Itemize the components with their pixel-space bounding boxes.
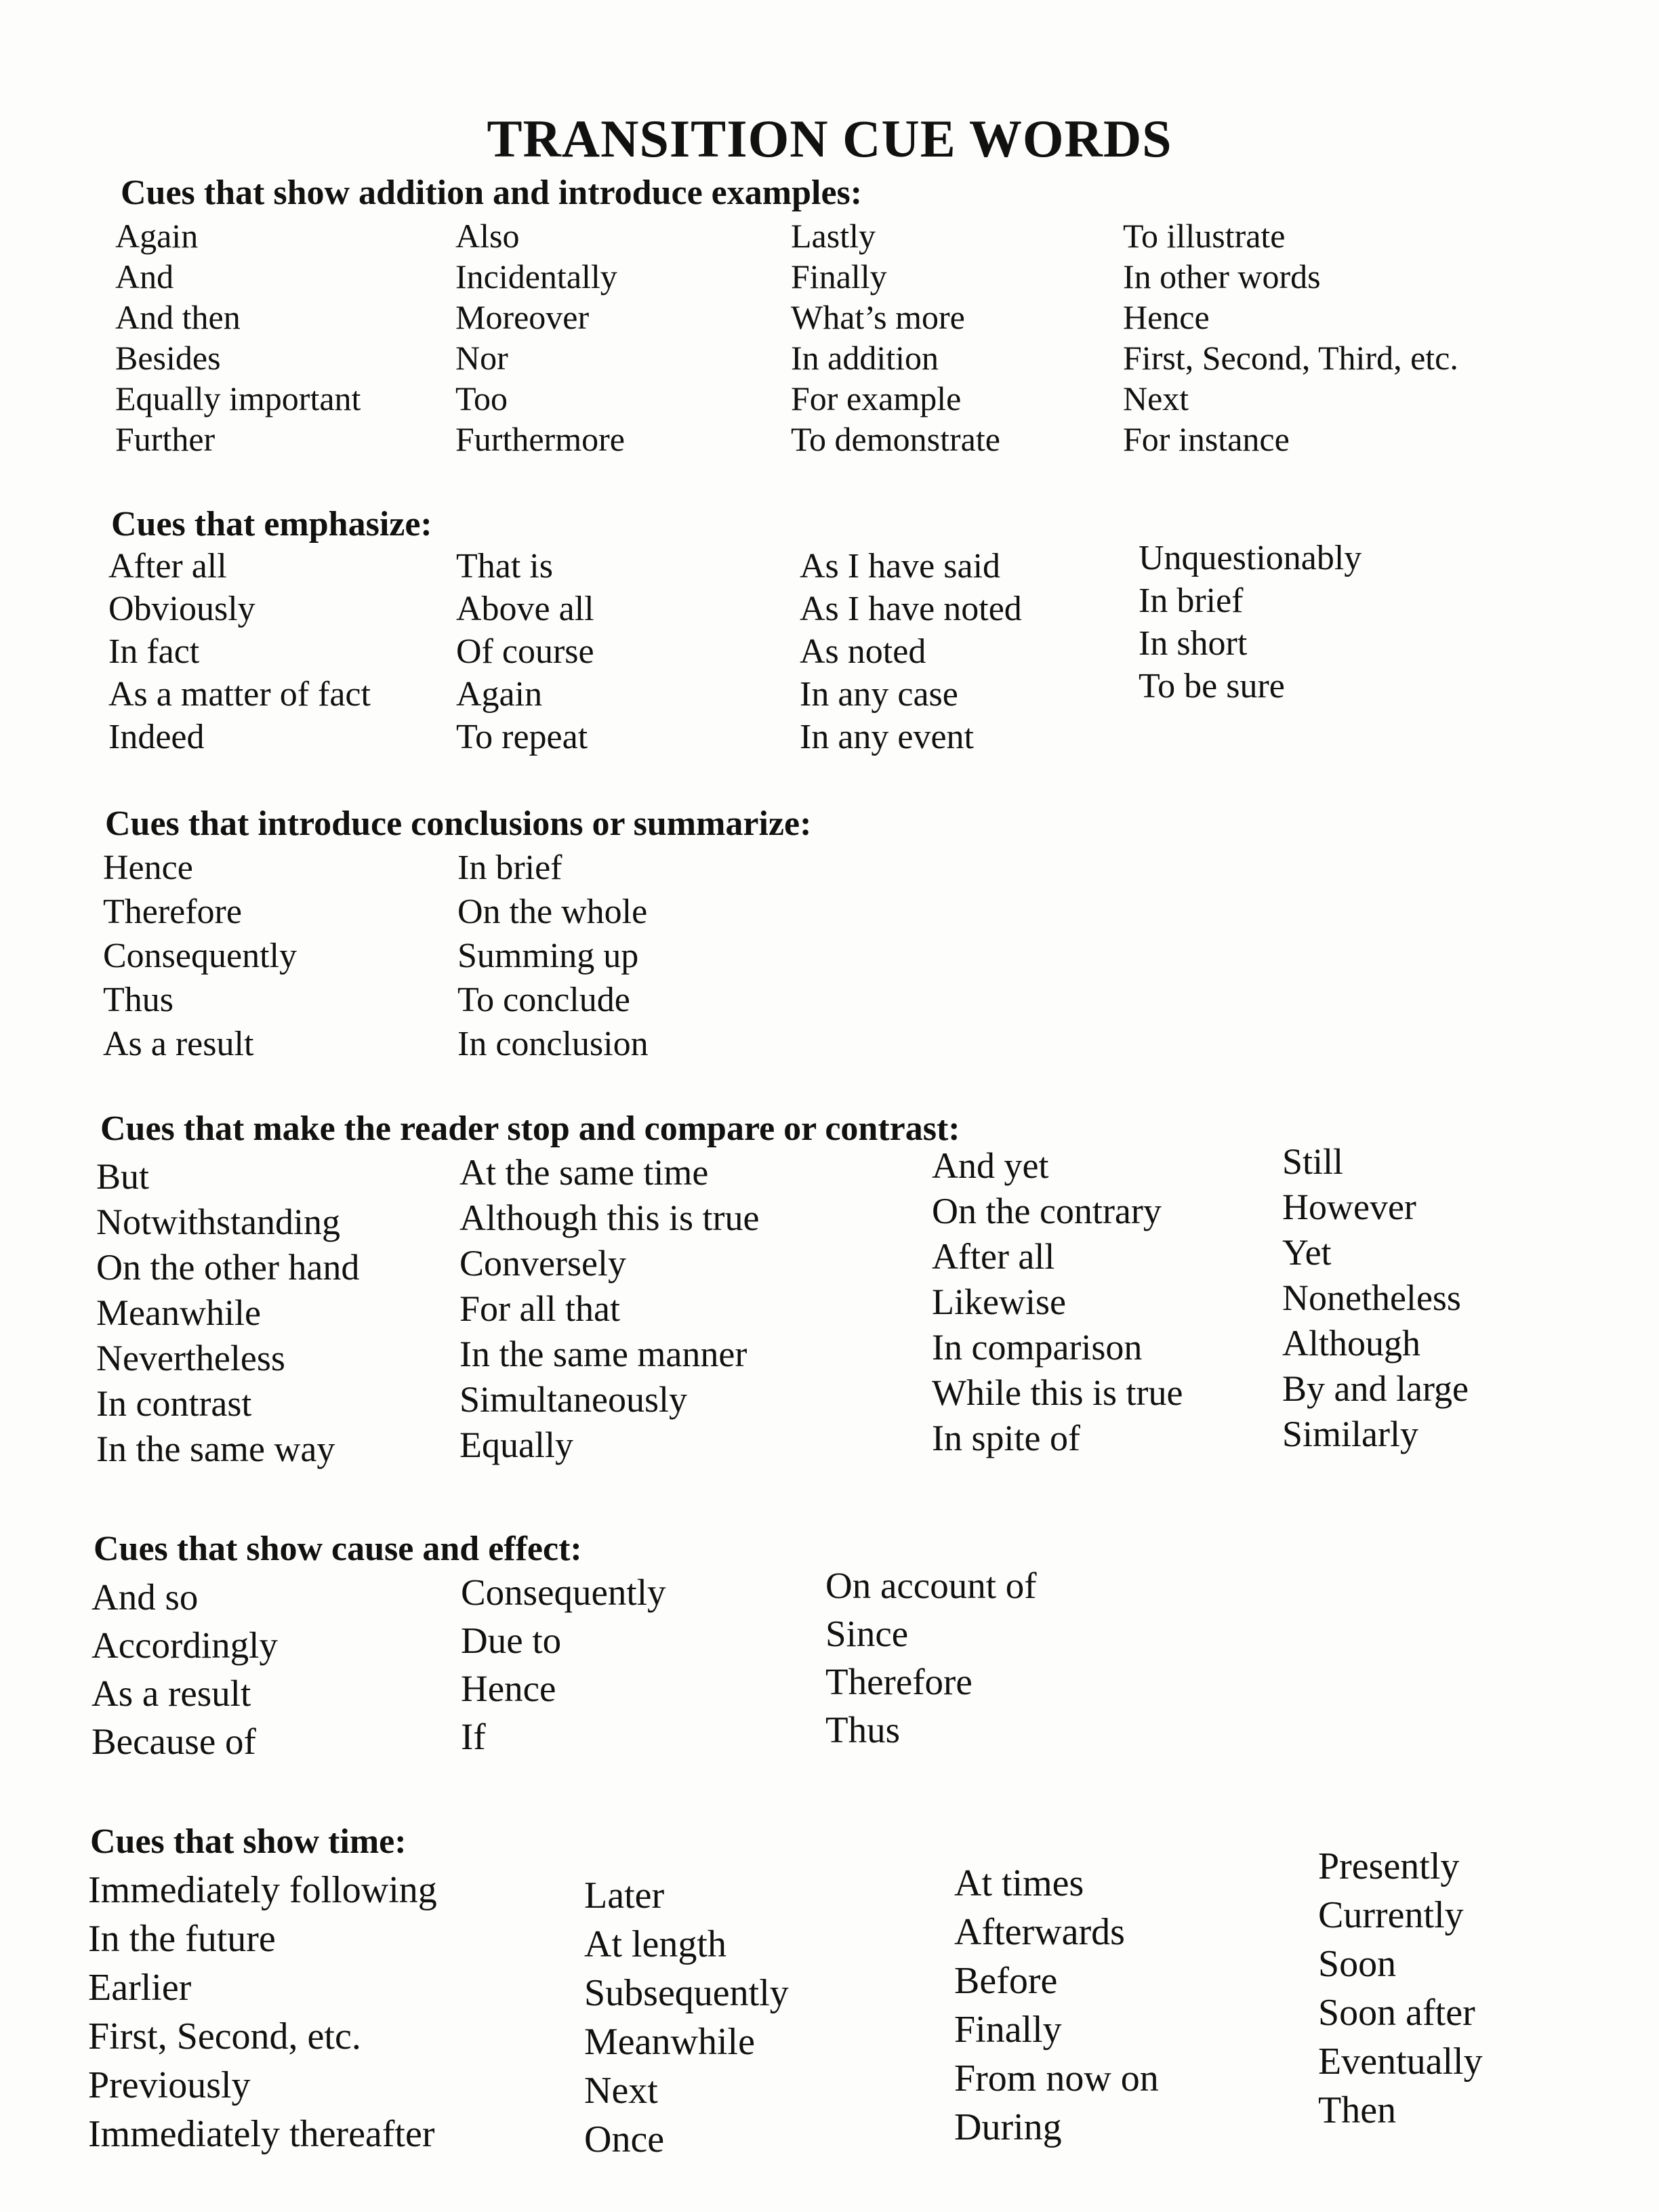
word-column: [88, 1866, 437, 2158]
word-column: [791, 216, 1000, 459]
section-heading: Cues that introduce conclusions or summarize:: [105, 804, 812, 843]
cue-word: Indeed: [108, 718, 205, 756]
cue-word: In other words: [1123, 258, 1321, 295]
word-column: [825, 1561, 1037, 1754]
word-column: [461, 1568, 665, 1761]
cue-word: At times: [954, 1862, 1084, 1904]
cue-word: To repeat: [456, 718, 588, 756]
cue-word: After all: [932, 1236, 1055, 1277]
cue-word: To demonstrate: [791, 420, 1000, 458]
cue-word: If: [461, 1716, 486, 1757]
cue-word: Next: [1123, 380, 1189, 417]
section-heading: Cues that emphasize:: [111, 505, 432, 544]
word-column: [954, 1859, 1159, 2152]
cue-word: For all that: [459, 1288, 620, 1329]
cue-word: In any event: [800, 718, 975, 756]
section-heading: Cues that show addition and introduce examples:: [121, 173, 863, 212]
word-column: [103, 846, 297, 1066]
cue-word: Although: [1282, 1323, 1421, 1364]
cue-word: But: [96, 1156, 150, 1197]
cue-word: That is: [456, 547, 553, 586]
cue-word: Therefore: [825, 1661, 972, 1702]
cue-word: While this is true: [932, 1372, 1183, 1413]
cue-word: However: [1282, 1187, 1416, 1227]
cue-word: Earlier: [88, 1967, 192, 2009]
cue-word: Above all: [456, 590, 594, 628]
page-title: TRANSITION CUE WORDS: [487, 109, 1172, 169]
cue-word: Presently: [1318, 1845, 1460, 1887]
cue-word: In addition: [791, 339, 939, 377]
section-heading: Cues that make the reader stop and compare or contrast:: [100, 1109, 960, 1148]
cue-word: As noted: [800, 632, 926, 671]
cue-word: In the future: [88, 1918, 276, 1960]
cue-word: Too: [455, 380, 508, 417]
cue-word: On the whole: [457, 893, 648, 931]
cue-word: Before: [954, 1960, 1058, 2002]
cue-word: Besides: [115, 339, 221, 377]
cue-word: Soon: [1318, 1943, 1397, 1985]
cue-word: Similarly: [1282, 1414, 1418, 1454]
cue-word: And so: [91, 1576, 199, 1618]
word-column: [1282, 1139, 1469, 1457]
cue-word: Further: [115, 420, 216, 458]
cue-word: From now on: [954, 2057, 1159, 2100]
cue-word: Meanwhile: [96, 1292, 261, 1333]
cue-word: Yet: [1282, 1232, 1332, 1273]
cue-word: In contrast: [96, 1383, 252, 1424]
cue-word: In comparison: [932, 1327, 1143, 1368]
cue-word: Later: [584, 1875, 665, 1917]
cue-word: During: [954, 2106, 1062, 2148]
cue-word: Likewise: [932, 1282, 1066, 1322]
cue-word: As I have said: [800, 547, 1001, 586]
cue-word: Hence: [1123, 298, 1210, 336]
cue-word: In spite of: [932, 1418, 1080, 1458]
cue-word: Eventually: [1318, 2041, 1483, 2083]
cue-word: And: [115, 258, 174, 295]
cue-word: Summing up: [457, 937, 639, 975]
cue-word: Notwithstanding: [96, 1202, 340, 1242]
cue-word: Since: [825, 1613, 909, 1654]
cue-word: For example: [791, 380, 962, 417]
cue-word: To be sure: [1139, 667, 1285, 705]
word-column: [932, 1143, 1183, 1461]
cue-word: On account of: [825, 1565, 1037, 1606]
cue-word: Simultaneously: [459, 1379, 687, 1420]
cue-word: Next: [584, 2070, 658, 2112]
cue-word: Finally: [954, 2009, 1062, 2051]
cue-word: Once: [584, 2118, 665, 2160]
cue-word: To illustrate: [1123, 217, 1286, 255]
cue-word: In the same way: [96, 1429, 335, 1469]
cue-word: Therefore: [103, 893, 242, 931]
cue-word: For instance: [1123, 420, 1290, 458]
cue-word: In any case: [800, 675, 958, 714]
cue-word: Finally: [791, 258, 887, 295]
cue-word: Soon after: [1318, 1992, 1475, 2034]
cue-word: Afterwards: [954, 1911, 1125, 1953]
cue-word: By and large: [1282, 1368, 1469, 1409]
cue-word: Obviously: [108, 590, 255, 628]
cue-word: Equally: [459, 1425, 573, 1465]
cue-word: Meanwhile: [584, 2021, 755, 2063]
cue-word: In fact: [108, 632, 200, 671]
cue-word: On the contrary: [932, 1191, 1162, 1231]
cue-word: At the same time: [459, 1152, 709, 1193]
word-column: [459, 1150, 760, 1468]
cue-word: In short: [1139, 624, 1248, 663]
cue-word: Nonetheless: [1282, 1277, 1461, 1318]
cue-word: Also: [455, 217, 520, 255]
word-column: [456, 545, 594, 758]
word-column: [91, 1573, 278, 1765]
cue-word: To conclude: [457, 981, 630, 1019]
cue-word: Thus: [103, 981, 173, 1019]
cue-word: Again: [456, 675, 543, 714]
cue-word: In brief: [1139, 581, 1244, 620]
cue-word: Unquestionably: [1139, 539, 1362, 577]
cue-word: As a matter of fact: [108, 675, 371, 714]
cue-word: Of course: [456, 632, 594, 671]
cue-word: Hence: [461, 1668, 556, 1709]
cue-word: Nevertheless: [96, 1338, 285, 1378]
word-column: [115, 216, 361, 459]
cue-word: First, Second, Third, etc.: [1123, 339, 1458, 377]
cue-word: Because of: [91, 1721, 256, 1762]
cue-word: Consequently: [461, 1572, 666, 1613]
cue-word: Moreover: [455, 298, 590, 336]
cue-word: Accordingly: [91, 1624, 278, 1666]
cue-word: And then: [115, 298, 241, 336]
cue-word: At length: [584, 1923, 726, 1965]
cue-word: Thus: [825, 1709, 900, 1750]
cue-word: Previously: [88, 2064, 251, 2106]
cue-word: Currently: [1318, 1894, 1464, 1936]
cue-word: Nor: [455, 339, 508, 377]
cue-word: Furthermore: [455, 420, 625, 458]
cue-word: And yet: [932, 1145, 1049, 1186]
section-heading: Cues that show time:: [90, 1822, 407, 1861]
word-column: [96, 1154, 359, 1472]
cue-word: First, Second, etc.: [88, 2015, 361, 2057]
cue-word: Again: [115, 217, 199, 255]
cue-word: In conclusion: [457, 1025, 649, 1063]
word-column: [457, 846, 649, 1066]
word-column: [455, 216, 625, 459]
cue-word: Immediately thereafter: [88, 2113, 435, 2155]
cue-word: Then: [1318, 2089, 1397, 2131]
cue-word: Hence: [103, 848, 193, 887]
cue-word: In brief: [457, 848, 562, 887]
section-heading: Cues that show cause and effect:: [94, 1530, 582, 1568]
word-column: [584, 1871, 789, 2164]
cue-word: Incidentally: [455, 258, 617, 295]
word-column: [800, 545, 1022, 758]
cue-word: Although this is true: [459, 1197, 760, 1238]
word-column: [1123, 216, 1458, 459]
cue-word: Equally important: [115, 380, 361, 417]
cue-word: Subsequently: [584, 1972, 789, 2014]
word-column: [1139, 537, 1361, 708]
cue-word: Immediately following: [88, 1869, 437, 1911]
word-column: [1318, 1842, 1483, 2135]
cue-word: Consequently: [103, 937, 297, 975]
cue-word: Due to: [461, 1620, 562, 1661]
cue-word: On the other hand: [96, 1247, 360, 1288]
word-column: [108, 545, 371, 758]
cue-word: Conversely: [459, 1243, 626, 1284]
cue-word: As I have noted: [800, 590, 1022, 628]
cue-word: Still: [1282, 1141, 1344, 1182]
cue-word: After all: [108, 547, 227, 586]
cue-word: Lastly: [791, 217, 876, 255]
cue-word: In the same manner: [459, 1334, 747, 1374]
cue-word: What’s more: [791, 298, 965, 336]
cue-word: As a result: [103, 1025, 254, 1063]
cue-word: As a result: [91, 1673, 251, 1714]
